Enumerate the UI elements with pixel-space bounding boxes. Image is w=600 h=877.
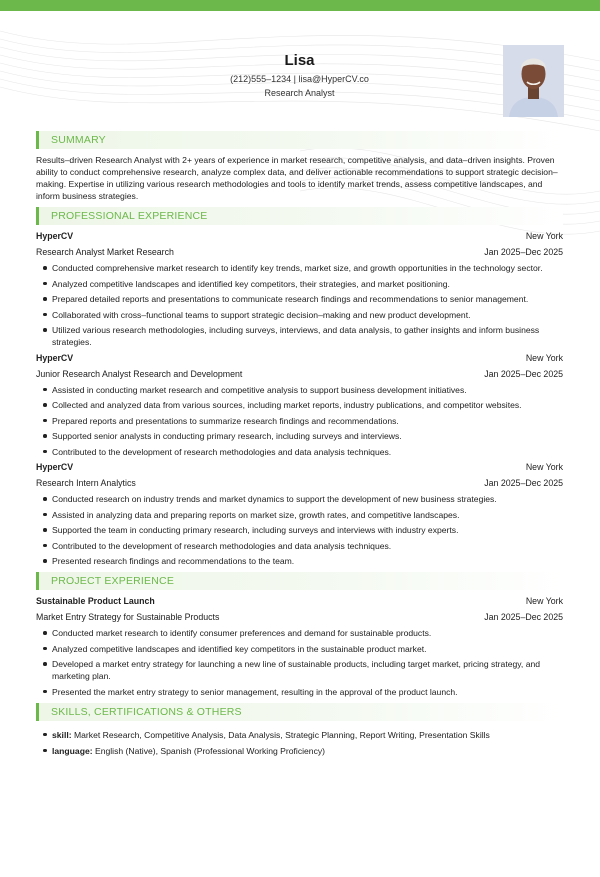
list-item	[36, 446, 563, 458]
section-accent-bar	[36, 131, 39, 149]
contact-info: (212)555–1234 | lisa@HyperCV.co	[230, 74, 369, 84]
bullet-icon	[43, 388, 47, 392]
list-item-text: Analyzed competitive landscapes and identified key competitors in the sustainable product market.	[52, 643, 427, 654]
job-location: New York	[525, 462, 563, 472]
list-item-text: Conducted research on industry trends and market dynamics to support the development of new business strategies.	[52, 494, 497, 504]
experience-entry	[36, 461, 563, 567]
section-accent-bar	[36, 703, 39, 721]
skills-list	[36, 729, 563, 757]
list-item	[36, 729, 563, 741]
list-item	[36, 555, 563, 567]
list-item-text: Analyzed competitive landscapes and identified key competitors, their strategies, and market positioning.	[52, 278, 450, 289]
bullet-icon	[43, 662, 47, 666]
list-item	[36, 686, 563, 698]
list-item	[36, 415, 563, 427]
job-location: New York	[525, 352, 563, 363]
list-item	[36, 643, 563, 655]
bullet-icon	[43, 419, 47, 423]
list-item-text: Collaborated with cross–functional teams to support strategic decision–making and new product development.	[52, 309, 471, 320]
list-item	[36, 745, 563, 757]
candidate-name: Lisa	[284, 52, 315, 69]
project-dates: Jan 2025–Dec 2025	[484, 612, 563, 622]
project-role: Market Entry Strategy for Sustainable Products	[36, 612, 220, 622]
bullet-icon	[43, 647, 47, 651]
list-item	[36, 262, 563, 274]
job-title: Research Analyst	[264, 88, 335, 98]
bullet-icon	[43, 282, 47, 286]
bullet-icon	[43, 497, 47, 501]
bullet-icon	[43, 434, 47, 438]
job-role: Junior Research Analyst Research and Development	[36, 368, 243, 379]
resume-page	[36, 52, 563, 761]
summary-heading-label: SUMMARY	[51, 134, 106, 146]
job-role: Research Intern Analytics	[36, 478, 136, 488]
summary-text: Results–driven Research Analyst with 2+ years of experience in market research, competitive analysis, and data–driven insights. Proven ability to conduct comprehensive research, analyze complex data, and deliver actionable recommendations to support strategic decision–making. Expertise in utilizing various research methodologies and tools to identify market trends, assess competitive landscapes, and inform business strategies.	[36, 155, 558, 201]
list-item	[36, 627, 563, 639]
list-item	[36, 493, 563, 505]
company-name: HyperCV	[36, 352, 74, 363]
section-accent-bar	[36, 207, 39, 225]
list-item-text: Collected and analyzed data from various sources, including market reports, industry publications, and competitor websites.	[52, 400, 522, 410]
project-location: New York	[525, 596, 563, 606]
list-item-text: Prepared detailed reports and presentations to communicate research findings and recommendations to senior management.	[52, 294, 529, 304]
experience-entry	[36, 230, 563, 348]
list-item-text: Presented research findings and recommendations to the team.	[52, 556, 295, 566]
entry-role-row	[36, 368, 563, 381]
job-dates: Jan 2025–Dec 2025	[484, 247, 563, 257]
profile-photo-illustration	[503, 45, 564, 117]
list-item	[36, 278, 563, 290]
project-entry	[36, 595, 563, 698]
list-item-text: Presented the market entry strategy to senior management, resulting in the approval of the product launch.	[52, 686, 458, 697]
list-item	[36, 384, 563, 396]
projects-heading-label: PROJECT EXPERIENCE	[51, 575, 175, 587]
list-item-text: Conducted comprehensive market research to identify key trends, market size, and growth opportunities in the technology sector.	[52, 263, 543, 273]
skills-section-heading	[36, 703, 563, 721]
experience-heading-label: PROFESSIONAL EXPERIENCE	[51, 210, 208, 222]
entry-header-row	[36, 595, 563, 608]
list-item-text: Contributed to the development of research methodologies and data analysis techniques.	[52, 540, 392, 551]
job-dates: Jan 2025–Dec 2025	[484, 478, 563, 488]
list-item	[36, 430, 563, 442]
list-item	[36, 524, 563, 536]
profile-photo	[503, 45, 564, 117]
summary-section-heading	[36, 131, 563, 149]
language-value: English (Native), Spanish (Professional Working Proficiency)	[92, 745, 326, 756]
list-item-text: Developed a market entry strategy for launching a new line of sustainable products, including target market, pricing strategy, and marketing plan.	[52, 659, 541, 681]
experience-entry	[36, 352, 563, 458]
job-dates: Jan 2025–Dec 2025	[484, 368, 563, 379]
list-item-text: Supported the team in conducting primary research, including surveys and interviews with industry experts.	[52, 525, 459, 535]
list-item	[36, 293, 563, 305]
bullet-icon	[43, 450, 47, 454]
list-item	[36, 540, 563, 552]
bullet-icon	[43, 690, 47, 694]
section-accent-bar	[36, 572, 39, 590]
bullet-icon	[43, 266, 47, 270]
bullet-icon	[43, 328, 47, 332]
entry-header-row	[36, 230, 563, 243]
entry-header-row	[36, 461, 563, 474]
entry-role-row	[36, 477, 563, 490]
company-name: HyperCV	[36, 231, 74, 241]
list-item-text: Contributed to the development of research methodologies and data analysis techniques.	[52, 446, 392, 457]
list-item	[36, 309, 563, 321]
skill-key: skill:	[52, 729, 72, 740]
list-item-text: Utilized various research methodologies, including surveys, interviews, and data analysis, to gather insights and inform business strategies.	[52, 325, 540, 347]
bullet-icon	[43, 544, 47, 548]
projects-section-heading	[36, 572, 563, 590]
responsibility-list	[36, 493, 563, 567]
list-item-text: Prepared reports and presentations to summarize research findings and recommendations.	[52, 415, 399, 426]
responsibility-list	[36, 262, 563, 348]
bullet-icon	[43, 749, 47, 753]
job-location: New York	[525, 231, 563, 241]
bullet-icon	[43, 513, 47, 517]
entry-role-row	[36, 611, 563, 624]
list-item	[36, 324, 563, 348]
bullet-icon	[43, 733, 47, 737]
company-name: HyperCV	[36, 462, 74, 472]
list-item-text: Assisted in conducting market research and competitive analysis to support business development initiatives.	[52, 384, 467, 395]
bullet-icon	[43, 297, 47, 301]
responsibility-list	[36, 384, 563, 458]
bullet-icon	[43, 403, 47, 407]
project-bullet-list	[36, 627, 563, 698]
bullet-icon	[43, 528, 47, 532]
experience-section-heading	[36, 207, 563, 225]
job-role: Research Analyst Market Research	[36, 247, 174, 257]
list-item	[36, 399, 563, 411]
list-item	[36, 658, 563, 682]
skill-value: Market Research, Competitive Analysis, Data Analysis, Strategic Planning, Report Writing, Presentation Skills	[71, 729, 490, 740]
list-item	[36, 509, 563, 521]
resume-header	[36, 52, 563, 122]
bullet-icon	[43, 313, 47, 317]
top-accent-bar	[0, 0, 600, 11]
skills-heading-label: SKILLS, CERTIFICATIONS & OTHERS	[51, 705, 242, 718]
language-key: language:	[52, 745, 93, 756]
bullet-icon	[43, 631, 47, 635]
list-item-text: Assisted in analyzing data and preparing reports on market size, growth rates, and competitive landscapes.	[52, 509, 460, 520]
bullet-icon	[43, 559, 47, 563]
entry-role-row	[36, 246, 563, 259]
entry-header-row	[36, 352, 563, 365]
list-item-text: Conducted market research to identify consumer preferences and demand for sustainable products.	[52, 628, 432, 638]
project-name: Sustainable Product Launch	[36, 596, 155, 606]
list-item-text: Supported senior analysts in conducting primary research, including surveys and interviews.	[52, 431, 402, 441]
